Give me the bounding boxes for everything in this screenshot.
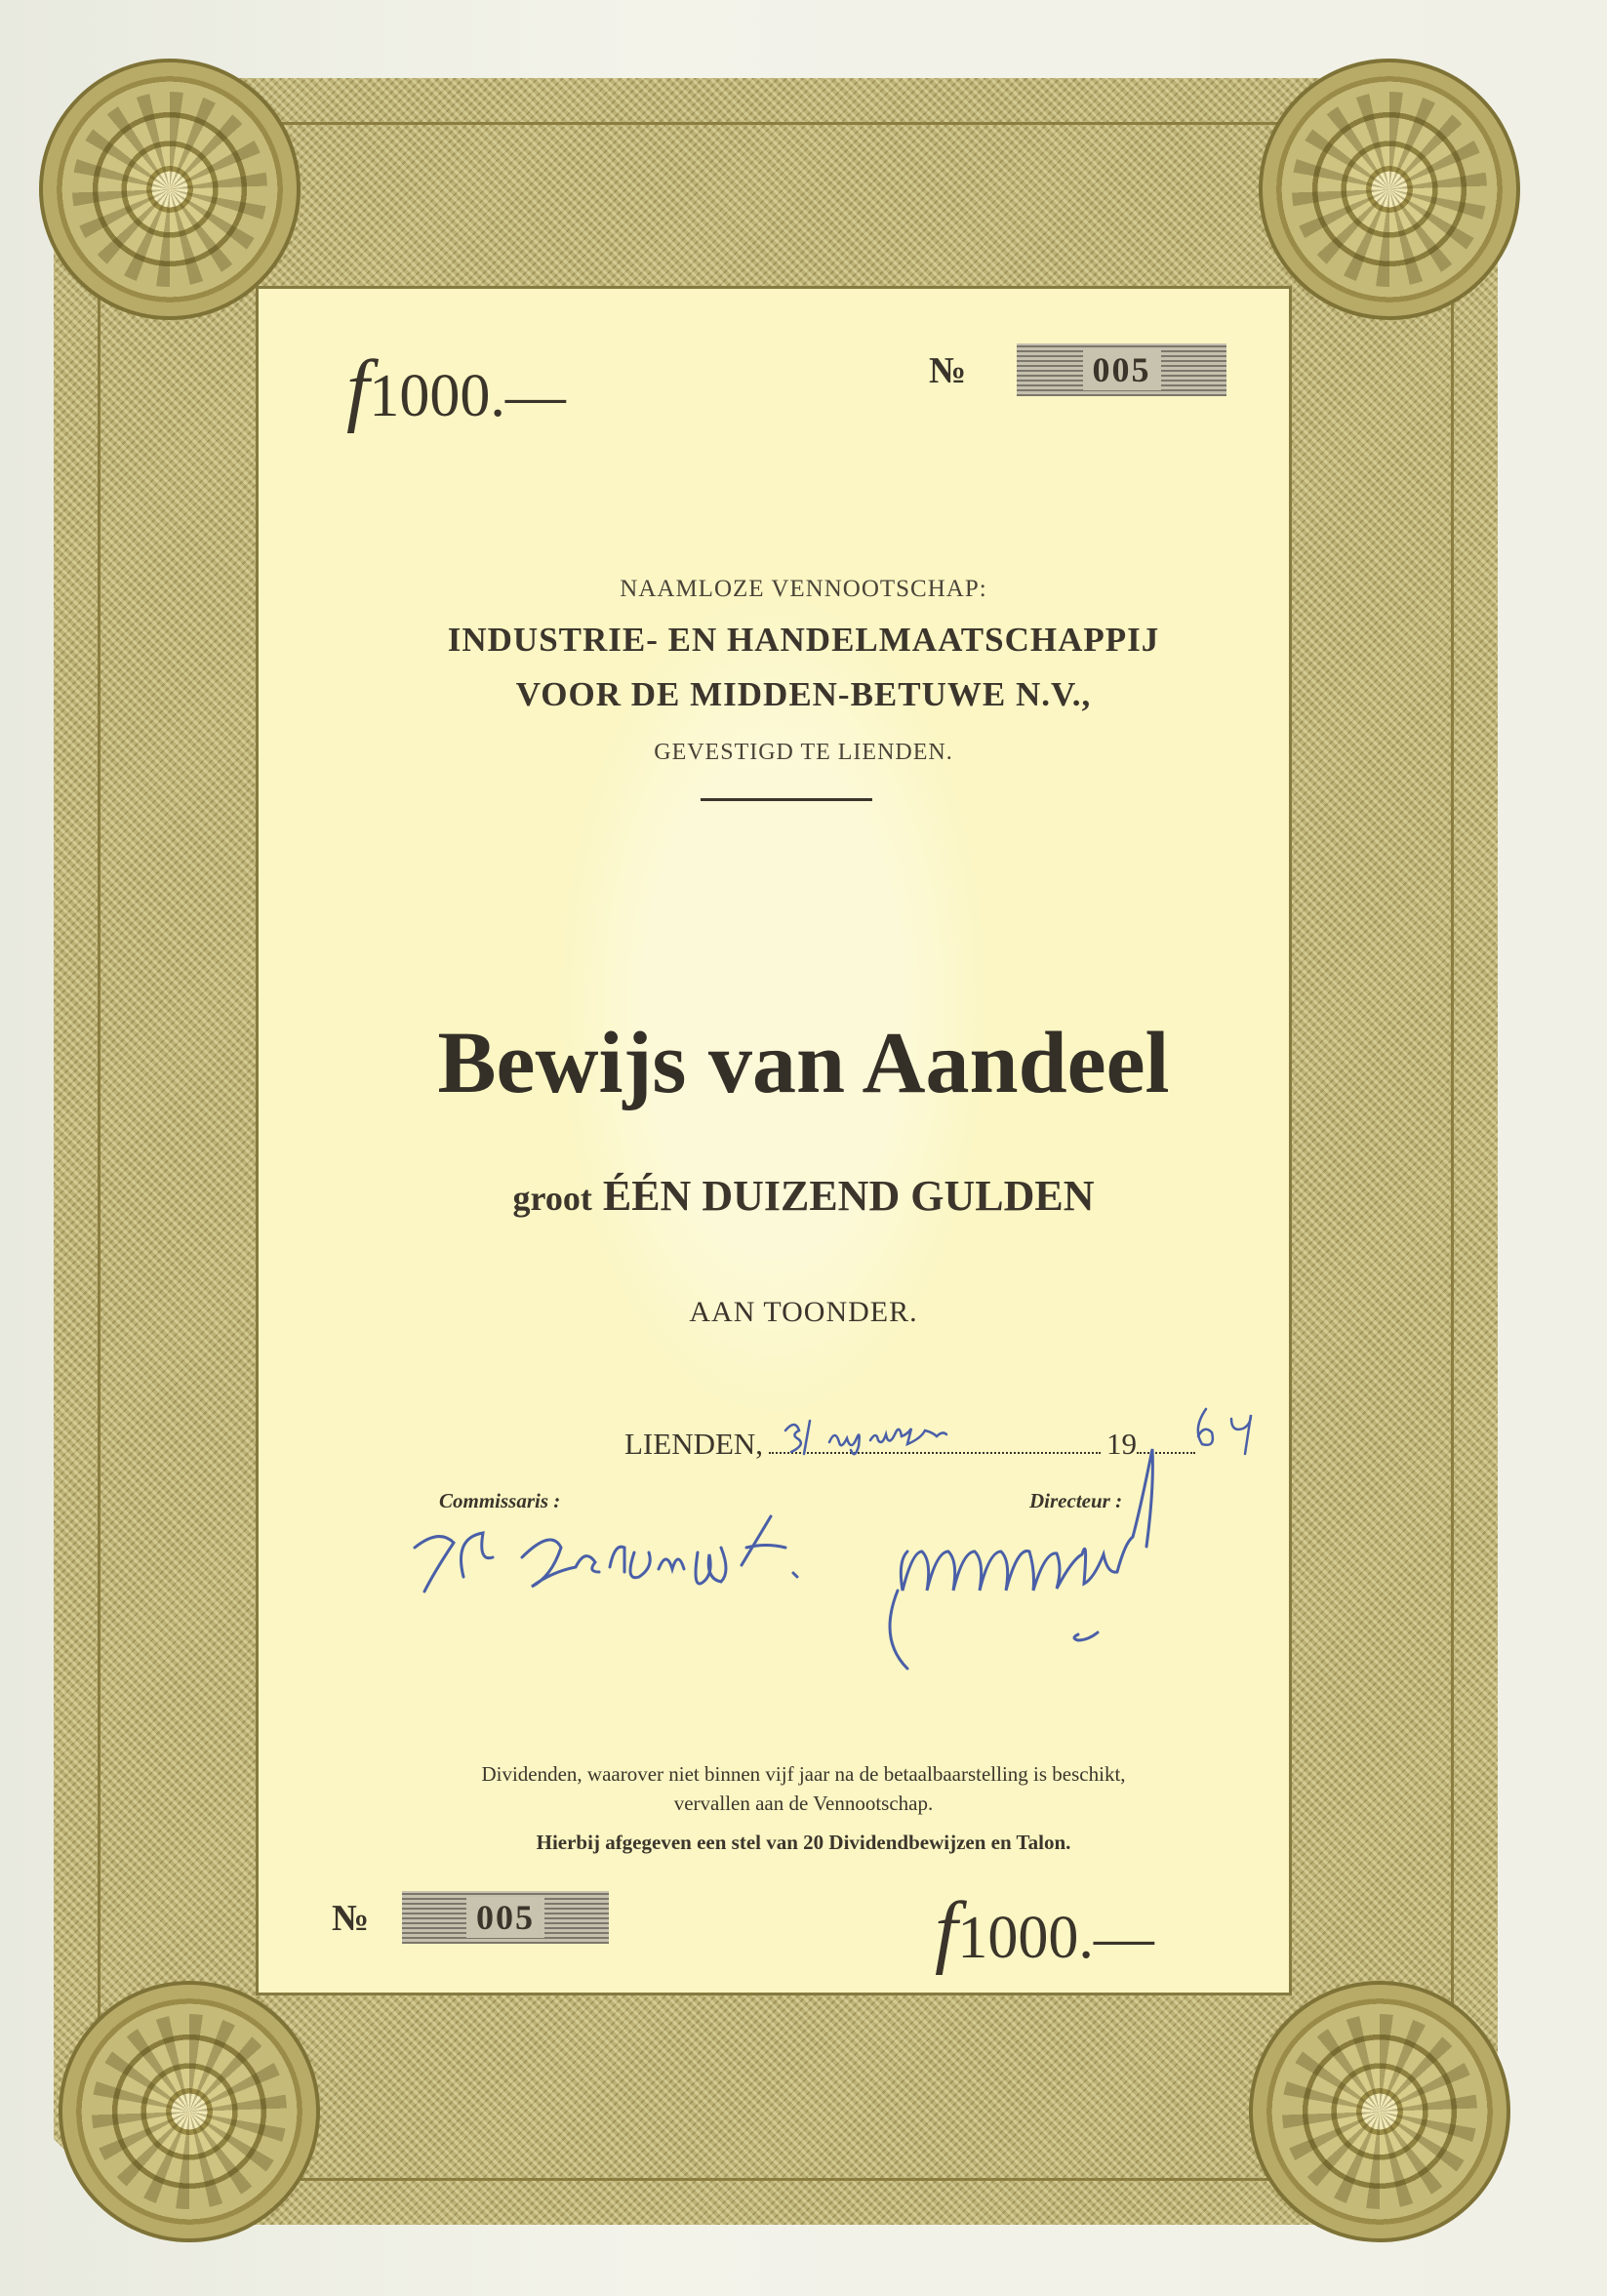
- company-location: GEVESTIGD TE LIENDEN.: [654, 740, 953, 765]
- denomination-value: ÉÉN DUIZEND GULDEN: [602, 1172, 1095, 1220]
- certificate-title: Bewijs van Aandeel: [437, 1015, 1170, 1111]
- corner-rosette-top-right: [1259, 59, 1520, 320]
- amount-top: f1000.—: [346, 343, 566, 434]
- year-prefix: 19: [1106, 1427, 1138, 1461]
- corner-rosette-bottom-left: [59, 1981, 320, 2242]
- bearer-line: AAN TOONDER.: [689, 1296, 918, 1328]
- signature-directeur: [859, 1444, 1268, 1698]
- florin-symbol: f: [346, 343, 370, 434]
- role-commissaris: Commissaris :: [439, 1489, 561, 1512]
- signature-commissaris: [405, 1509, 912, 1616]
- denomination: [0, 1171, 1607, 1221]
- dividend-notice-line2: vervallen aan de Vennootschap.: [673, 1792, 934, 1815]
- certificate-number-bottom: 005: [466, 1897, 544, 1938]
- certificate-panel: [256, 286, 1292, 1995]
- certificate-number-top: 005: [1083, 349, 1161, 390]
- corner-rosette-top-left: [39, 59, 301, 320]
- company-name-line1: INDUSTRIE- EN HANDELMAATSCHAPPIJ: [447, 621, 1160, 659]
- coupon-notice: Hierbij afgegeven een stel van 20 Dividendbewijzen en Talon.: [536, 1831, 1071, 1854]
- florin-symbol: f: [935, 1885, 958, 1976]
- dividend-notice-line1: Dividenden, waarover niet binnen vijf jaar na de betaalbaarstelling is beschikt,: [481, 1762, 1126, 1786]
- company-name-line2: VOOR DE MIDDEN-BETUWE N.V.,: [515, 675, 1092, 713]
- number-box-top: [1017, 343, 1226, 396]
- company-type: NAAMLOZE VENNOOTSCHAP:: [620, 576, 987, 602]
- heading-divider: [701, 798, 872, 801]
- number-sign-bottom: №: [332, 1898, 370, 1939]
- denomination-prefix: groot: [512, 1179, 592, 1218]
- amount-bottom: f1000.—: [935, 1885, 1154, 1976]
- number-sign-top: №: [929, 350, 967, 391]
- corner-rosette-bottom-right: [1249, 1981, 1510, 2242]
- number-box-bottom: [402, 1891, 609, 1944]
- role-directeur: Directeur :: [1029, 1489, 1123, 1512]
- place-name: LIENDEN,: [624, 1427, 764, 1461]
